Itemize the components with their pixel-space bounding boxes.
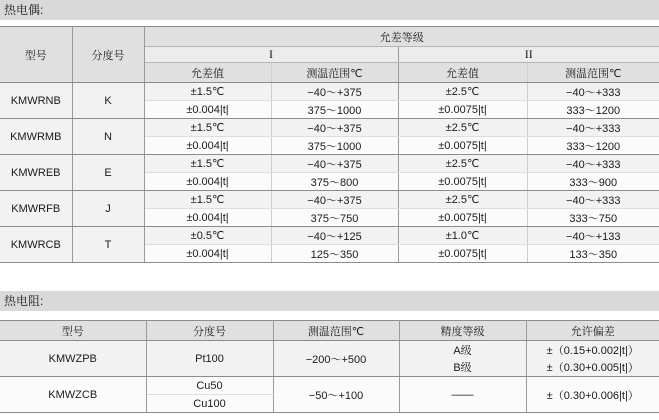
class-cell: —— xyxy=(399,377,526,413)
model-cell: KMWRNB xyxy=(0,83,72,119)
range-cell: 333～750 xyxy=(527,209,659,227)
table-row xyxy=(0,83,659,101)
deviation-cell: ±（0.30+0.005|t|） xyxy=(526,359,659,377)
class-cell: B级 xyxy=(399,359,526,377)
header-tolerance-class: 允差等级 xyxy=(144,27,659,47)
range-cell: −200～+500 xyxy=(273,341,399,377)
class-cell: A级 xyxy=(399,341,526,359)
tolerance-cell: ±2.5℃ xyxy=(398,155,527,173)
tolerance-cell: ±0.0075|t| xyxy=(398,101,527,119)
rtd-header-graduation: 分度号 xyxy=(146,321,273,341)
tolerance-cell: ±0.5℃ xyxy=(144,227,271,245)
model-cell: KMWZPB xyxy=(0,341,146,377)
rtd-header-model: 型号 xyxy=(0,321,146,341)
range-cell: 125～350 xyxy=(271,245,398,263)
table-row xyxy=(0,191,659,209)
graduation-cell: E xyxy=(72,155,144,191)
tolerance-cell: ±0.0075|t| xyxy=(398,173,527,191)
header-temp-range-1: 测温范围℃ xyxy=(271,63,398,83)
tolerance-cell: ±1.5℃ xyxy=(144,191,271,209)
range-cell: −40～+333 xyxy=(527,191,659,209)
rtd-header-accuracy-class: 精度等级 xyxy=(399,321,526,341)
range-cell: 375～1000 xyxy=(271,101,398,119)
tolerance-cell: ±0.0075|t| xyxy=(398,245,527,263)
graduation-cell: K xyxy=(72,83,144,119)
thermocouple-table xyxy=(0,26,659,263)
header-model: 型号 xyxy=(0,27,72,83)
deviation-cell: ±（0.30+0.006|t|） xyxy=(526,377,659,413)
tolerance-cell: ±0.004|t| xyxy=(144,173,271,191)
tolerance-cell: ±1.0℃ xyxy=(398,227,527,245)
range-cell: 133～350 xyxy=(527,245,659,263)
table-row xyxy=(0,227,659,245)
header-tol-value-2: 允差值 xyxy=(398,63,527,83)
rtd-header-allowed-deviation: 允许偏差 xyxy=(526,321,659,341)
model-cell: KMWZCB xyxy=(0,377,146,413)
graduation-cell: N xyxy=(72,119,144,155)
table-row xyxy=(0,377,659,395)
tolerance-cell: ±0.004|t| xyxy=(144,137,271,155)
graduation-cell: Cu100 xyxy=(146,395,273,413)
rtd-header-temp-range: 测温范围℃ xyxy=(273,321,399,341)
range-cell: 375～750 xyxy=(271,209,398,227)
rtd-section-title: 热电阻: xyxy=(0,291,659,311)
range-cell: −40～+125 xyxy=(271,227,398,245)
rtd-table xyxy=(0,320,659,413)
model-cell: KMWRCB xyxy=(0,227,72,263)
tolerance-cell: ±0.004|t| xyxy=(144,101,271,119)
model-cell: KMWRFB xyxy=(0,191,72,227)
range-cell: 333～900 xyxy=(527,173,659,191)
tolerance-cell: ±0.004|t| xyxy=(144,245,271,263)
model-cell: KMWREB xyxy=(0,155,72,191)
header-class-1: I xyxy=(144,47,398,63)
model-cell: KMWRMB xyxy=(0,119,72,155)
range-cell: −40～+375 xyxy=(271,119,398,137)
table-row xyxy=(0,341,659,359)
tolerance-cell: ±1.5℃ xyxy=(144,83,271,101)
graduation-cell: Cu50 xyxy=(146,377,273,395)
thermocouple-section-title: 热电偶: xyxy=(0,0,659,20)
range-cell: −50～+100 xyxy=(273,377,399,413)
table-row xyxy=(0,155,659,173)
header-graduation: 分度号 xyxy=(72,27,144,83)
range-cell: 333～1200 xyxy=(527,101,659,119)
range-cell: −40～+375 xyxy=(271,191,398,209)
header-temp-range-2: 测温范围℃ xyxy=(527,63,659,83)
range-cell: −40～+333 xyxy=(527,119,659,137)
table-row xyxy=(0,119,659,137)
tolerance-cell: ±1.5℃ xyxy=(144,119,271,137)
header-tol-value-1: 允差值 xyxy=(144,63,271,83)
header-class-2: II xyxy=(398,47,659,63)
graduation-cell: T xyxy=(72,227,144,263)
range-cell: −40～+375 xyxy=(271,155,398,173)
range-cell: 375～1000 xyxy=(271,137,398,155)
graduation-cell: Pt100 xyxy=(146,341,273,377)
graduation-cell: J xyxy=(72,191,144,227)
range-cell: −40～+133 xyxy=(527,227,659,245)
range-cell: −40～+333 xyxy=(527,155,659,173)
tolerance-cell: ±0.004|t| xyxy=(144,209,271,227)
range-cell: 375～800 xyxy=(271,173,398,191)
tolerance-cell: ±1.5℃ xyxy=(144,155,271,173)
range-cell: −40～+333 xyxy=(527,83,659,101)
range-cell: 333～1200 xyxy=(527,137,659,155)
range-cell: −40～+375 xyxy=(271,83,398,101)
tolerance-cell: ±2.5℃ xyxy=(398,83,527,101)
tolerance-cell: ±2.5℃ xyxy=(398,119,527,137)
tolerance-cell: ±0.0075|t| xyxy=(398,209,527,227)
tolerance-cell: ±2.5℃ xyxy=(398,191,527,209)
deviation-cell: ±（0.15+0.002|t|） xyxy=(526,341,659,359)
tolerance-cell: ±0.0075|t| xyxy=(398,137,527,155)
